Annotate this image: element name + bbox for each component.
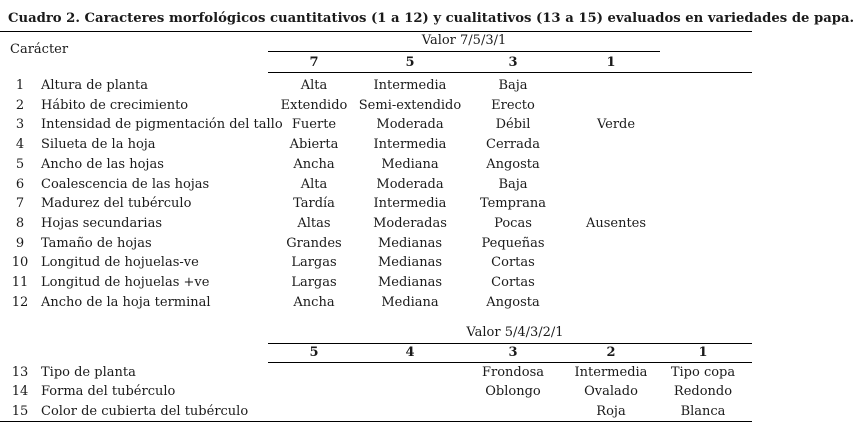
- table-cell: Moderadas: [373, 215, 447, 231]
- row-number: 8: [15, 215, 25, 231]
- table-cell: Medianas: [377, 235, 443, 251]
- character-name: Altura de planta: [41, 78, 148, 93]
- table-cell: Ancha: [293, 294, 335, 310]
- table-cell: Altas: [297, 215, 331, 231]
- table-cell: Oblongo: [485, 384, 541, 400]
- character-name: Hojas secundarias: [41, 215, 163, 231]
- row-number: 12: [11, 294, 29, 310]
- character-name: Tamaño de hojas: [41, 235, 152, 251]
- row-number: 13: [11, 365, 29, 380]
- table-cell: Roja: [596, 403, 626, 419]
- value-column-header: 2: [606, 345, 616, 360]
- table-cell: Angosta: [486, 156, 540, 172]
- table-cell: Pocas: [494, 215, 532, 231]
- table-cell: Cortas: [491, 275, 535, 290]
- table-cell: Medianas: [377, 255, 443, 271]
- group1-underline: [268, 51, 660, 52]
- group2-header-bottom-rule: [268, 362, 752, 363]
- row-number: 15: [11, 403, 29, 419]
- row-number: 4: [15, 137, 25, 153]
- group1-header: Valor 7/5/3/1: [421, 33, 507, 48]
- value-column-header: 1: [606, 55, 616, 70]
- table-cell: Alta: [300, 176, 328, 192]
- table-cell: Baja: [498, 176, 528, 192]
- table-cell: Verde: [596, 117, 636, 133]
- table-cell: Tardía: [293, 196, 335, 212]
- row-number: 6: [15, 176, 25, 192]
- row-number: 14: [11, 384, 29, 400]
- group2-underline: [268, 343, 752, 344]
- table-cell: Ovalado: [584, 384, 638, 400]
- value-column-header: 5: [405, 55, 415, 70]
- group2-header: Valor 5/4/3/2/1: [466, 325, 564, 340]
- character-name: Ancho de las hojas: [41, 156, 164, 172]
- row-number: 1: [15, 78, 25, 93]
- row-number: 5: [15, 156, 25, 172]
- table-cell: Largas: [291, 275, 337, 290]
- table-cell: Abierta: [289, 137, 339, 153]
- table-cell: Semi-extendido: [358, 97, 462, 113]
- table-cell: Intermedia: [373, 196, 447, 212]
- table-cell: Moderada: [376, 176, 444, 192]
- table-cell: Cerrada: [486, 137, 540, 153]
- table-cell: Mediana: [381, 294, 439, 310]
- table-cell: Mediana: [381, 156, 439, 172]
- row-number: 3: [15, 117, 25, 133]
- character-name: Silueta de la hoja: [41, 137, 156, 153]
- table-cell: Baja: [498, 78, 528, 93]
- table-cell: Alta: [300, 78, 328, 93]
- row-number: 2: [15, 97, 25, 113]
- character-name: Color de cubierta del tubérculo: [41, 403, 249, 419]
- value-column-header: 4: [405, 345, 415, 360]
- character-name: Coalescencia de las hojas: [41, 176, 210, 192]
- value-column-header: 7: [309, 55, 319, 70]
- character-name: Madurez del tubérculo: [41, 196, 192, 212]
- table-caption: Cuadro 2. Caracteres morfológicos cuantitativos (1 a 12) y cualitativos (13 a 15) evaluados en variedades de papa.: [8, 11, 854, 26]
- table-cell: Pequeñas: [481, 235, 545, 251]
- table-cell: Frondosa: [481, 365, 544, 380]
- table-cell: Fuerte: [291, 117, 337, 133]
- character-name: Ancho de la hoja terminal: [41, 294, 211, 310]
- character-name: Intensidad de pigmentación del tallo: [41, 117, 283, 133]
- table-cell: Medianas: [377, 275, 443, 290]
- table-cell: Débil: [495, 117, 531, 133]
- character-name: Hábito de crecimiento: [41, 97, 189, 113]
- table-cell: Angosta: [486, 294, 540, 310]
- character-name: Longitud de hojuelas +ve: [41, 275, 210, 290]
- table-cell: Tipo copa: [670, 365, 736, 380]
- value-column-header: 3: [508, 55, 518, 70]
- character-column-header: Carácter: [10, 42, 69, 57]
- table-cell: Grandes: [286, 235, 342, 251]
- top-rule: [0, 31, 752, 32]
- table-cell: Temprana: [479, 196, 547, 212]
- bottom-rule: [0, 421, 752, 422]
- row-number: 10: [11, 255, 29, 271]
- table-cell: Extendido: [280, 97, 348, 113]
- group1-header-bottom-rule: [268, 72, 752, 73]
- table-cell: Moderada: [376, 117, 444, 133]
- character-name: Tipo de planta: [41, 365, 136, 380]
- character-name: Forma del tubérculo: [41, 384, 176, 400]
- table-cell: Redondo: [673, 384, 733, 400]
- table-cell: Erecto: [491, 97, 535, 113]
- table-cell: Intermedia: [373, 137, 447, 153]
- row-number: 9: [15, 235, 25, 251]
- value-column-header: 5: [309, 345, 319, 360]
- row-number: 7: [15, 196, 25, 212]
- row-number: 11: [11, 275, 29, 290]
- table-cell: Intermedia: [574, 365, 648, 380]
- table-cell: Blanca: [680, 403, 726, 419]
- table-cell: Largas: [291, 255, 337, 271]
- table-cell: Ancha: [293, 156, 335, 172]
- value-column-header: 3: [508, 345, 518, 360]
- table-cell: Cortas: [491, 255, 535, 271]
- table-cell: Ausentes: [585, 215, 647, 231]
- character-name: Longitud de hojuelas-ve: [41, 255, 199, 271]
- value-column-header: 1: [698, 345, 708, 360]
- table-cell: Intermedia: [373, 78, 447, 93]
